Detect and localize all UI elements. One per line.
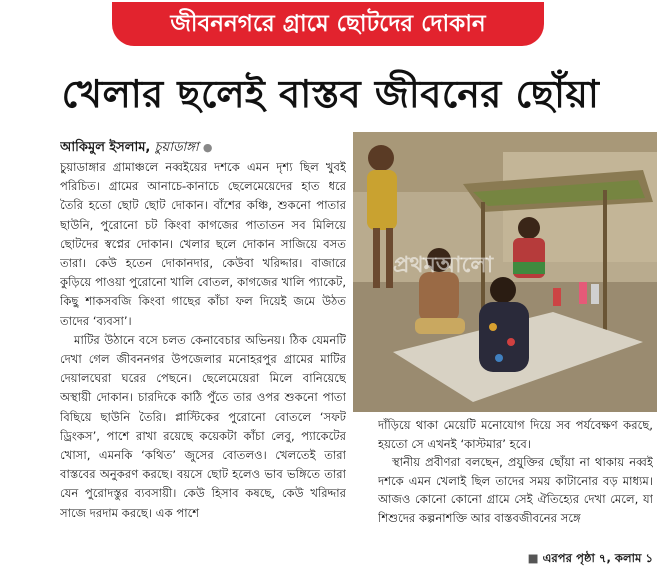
article-column-right [378, 416, 653, 546]
paragraph: চুয়াডাঙ্গার গ্রামাঞ্চলে নব্বইয়ের দশকে এমন দৃশ্য ছিল খুবই পরিচিত। গ্রামের আনাচে-কানাচে ছেলেমেয়েদের হাত ধরে তৈরি হতো ছোট ছোট দোকান। বাঁশের কঞ্চি, শুকনো পাতার ছাউনি, পুরোনো চট কিংবা কাগজের পাতাতন সব মিলিয়ে ছোটদের স্বপ্নের দোকান। খেলার ছলে দোকান সাজিয়ে বসত তারা। কেউ হতেন দোকানদার, কেউবা খরিদ্দার। বাজারে কুড়িয়ে পাওয়া পুরোনো খালি বোতল, কাগজের খালি প্যাকেট, কিছু শাকসবজি কিংবা গাছের কাঁচা ফল দিয়েই জমে উঠত তাদের ‘ব্যবসা’। [60, 160, 346, 328]
section-banner [112, 2, 544, 46]
paragraph: মাটির উঠানে বসে চলত কেনাবেচার অভিনয়। ঠিক যেমনটি দেখা গেল জীবননগর উপজেলার মনোহরপুর গ্রামের মাটির দেয়ালঘেরা ঘরের পেছনে। ছেলেমেয়েরা মিলে বানিয়েছে অস্থায়ী দোকান। চারদিকে কাঠি পুঁতে তার ওপর শুকনো পাতা বিছিয়ে ছাউনি তৈরি। প্লাস্টিকের পুরোনো বোতলে ‘সফট ড্রিংকস’, পাশে রাখা রয়েছে কয়েকটা কাঁচা লেবু, প্যাকেটের খোসা, এমনকি ‘কথিত’ জুসের বোতলও। খেলতেই তারা বাস্তবের অনুকরণ করছে। বয়সে ছোট হলেও ভাব ভঙ্গিতে তারা যেন পুরোদস্তুর ব্যবসায়ী। কেউ হিসাব কষছে, কেউ খরিদ্দার সাজে দরদাম করছে। এক পাশে [60, 332, 346, 520]
byline-place: চুয়াডাঙ্গা [154, 140, 199, 155]
photo-illustration [353, 132, 657, 412]
byline-author: আকিমুল ইসলাম, [60, 140, 151, 155]
continued-note [470, 550, 653, 570]
continued-text: এরপর পৃষ্ঠা ৭, কলাম ১ [542, 551, 653, 565]
article-column-left [60, 158, 346, 570]
photo-watermark: প্রথমআলো [393, 253, 494, 278]
paragraph: দাঁড়িয়ে থাকা মেয়েটি মনোযোগ দিয়ে সব পর্যবেক্ষণ করছে, হয়তো সে এখনই ‘কাস্টমার’ হবে। [378, 418, 653, 451]
bullet-icon: ● [202, 141, 213, 154]
square-bullet-icon: ■ [527, 551, 539, 565]
banner-text: জীবননগরে গ্রামে ছোটদের দোকান [170, 10, 486, 37]
byline [60, 138, 350, 158]
headline: খেলার ছলেই বাস্তব জীবনের ছোঁয়া [61, 72, 600, 116]
article-photo [353, 132, 657, 412]
paragraph: স্থানীয় প্রবীণরা বলছেন, প্রযুক্তির ছোঁয়া না থাকায় নব্বই দশকে এমন খেলাই ছিল তাদের সময় কাটানোর বড় মাধ্যম। আজও কোনো কোনো গ্রামে সেই ঐতিহ্যের দেখা মেলে, যা শিশুদের কল্পনাশক্তি আর বাস্তবজীবনের সঙ্গে [378, 455, 653, 525]
